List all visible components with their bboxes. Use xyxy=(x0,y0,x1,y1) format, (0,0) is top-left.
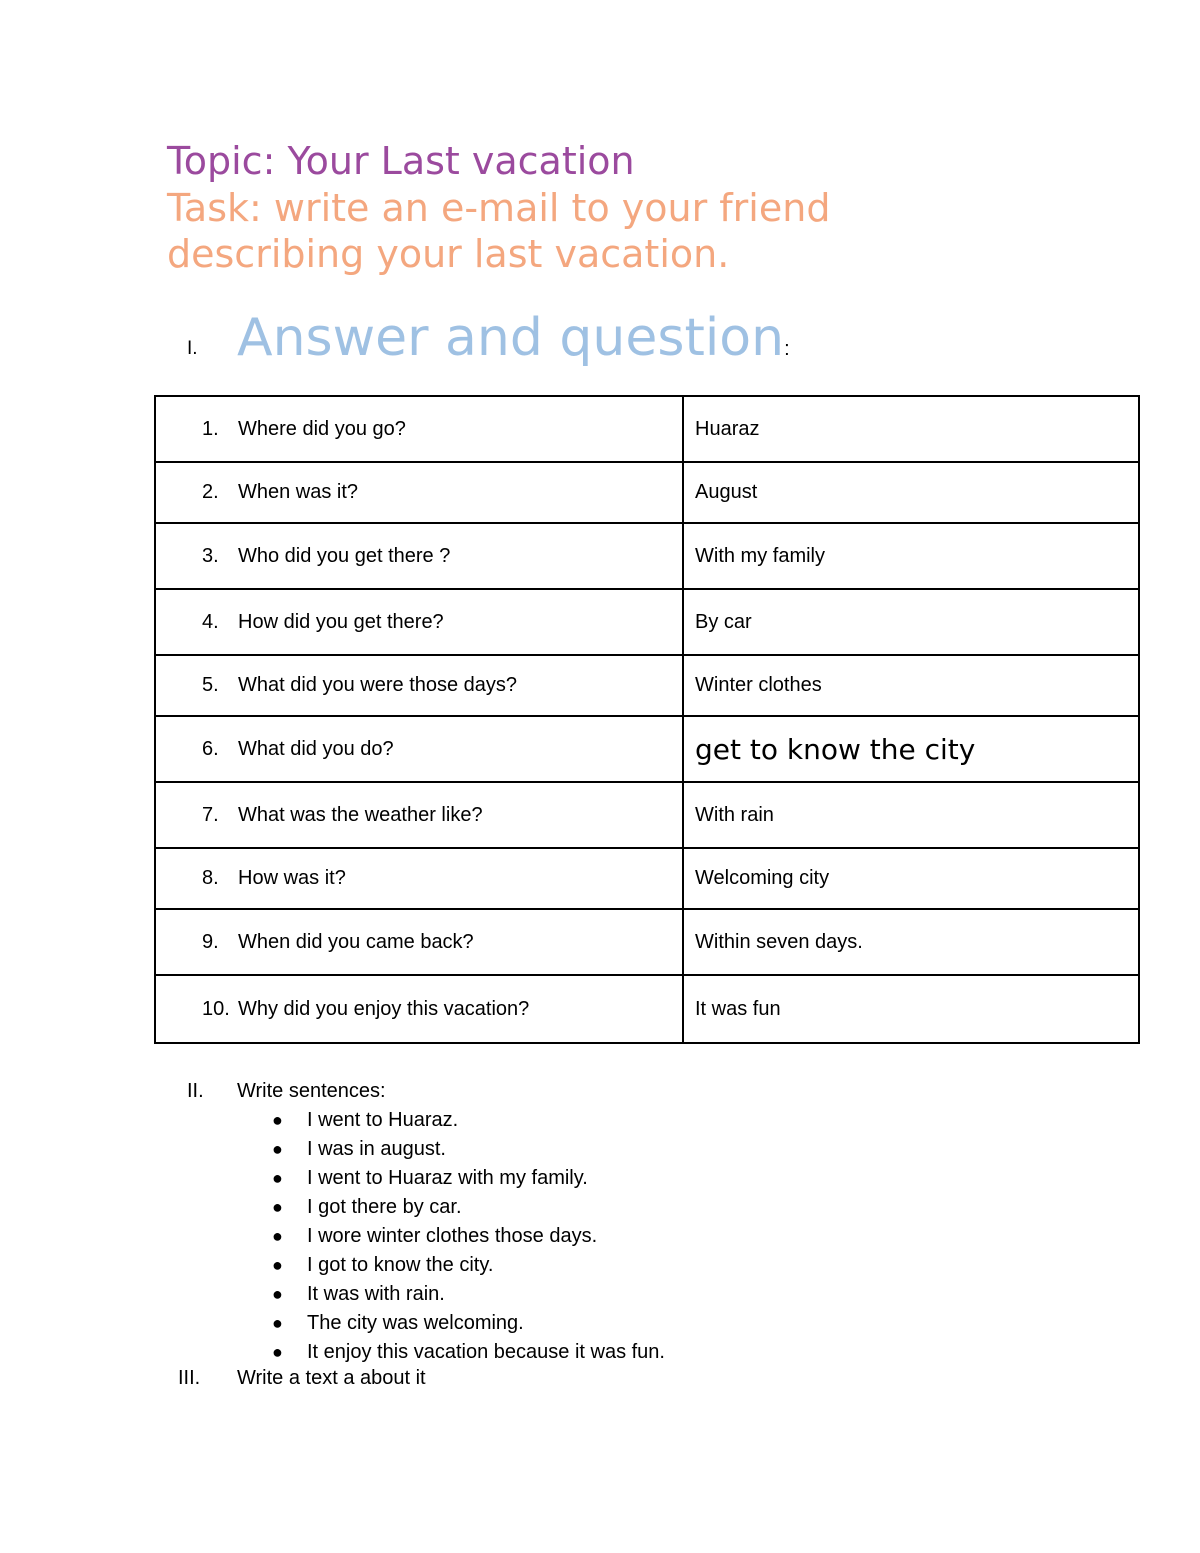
table-row xyxy=(155,716,1139,782)
bullet-icon: ● xyxy=(272,1342,283,1362)
answer-cell: With rain xyxy=(683,782,1139,848)
table-row xyxy=(155,523,1139,589)
table-row xyxy=(155,655,1139,716)
question-cell xyxy=(155,396,683,462)
list-item xyxy=(270,1135,665,1164)
list-item xyxy=(270,1251,665,1280)
question-text: When did you came back? xyxy=(238,930,474,953)
question-number: 10. xyxy=(202,997,230,1020)
question-answer-table xyxy=(154,395,1140,1044)
bullet-icon: ● xyxy=(272,1168,283,1188)
bullet-icon: ● xyxy=(272,1284,283,1304)
list-item xyxy=(270,1309,665,1338)
question-text: What was the weather like? xyxy=(238,803,483,826)
question-cell xyxy=(155,655,683,716)
answer-cell: It was fun xyxy=(683,975,1139,1043)
topic-title: Topic: Your Last vacation xyxy=(167,139,635,183)
list-item xyxy=(270,1280,665,1309)
question-number: 5. xyxy=(202,674,219,696)
table-row xyxy=(155,462,1139,523)
answer-cell: By car xyxy=(683,589,1139,655)
bullet-icon: ● xyxy=(272,1255,283,1275)
question-text: How did you get there? xyxy=(238,610,444,633)
table-row xyxy=(155,848,1139,909)
question-number: 8. xyxy=(202,867,219,889)
section-3-numeral: III. xyxy=(178,1367,201,1389)
question-text: What did you do? xyxy=(238,737,394,760)
answer-cell: Within seven days. xyxy=(683,909,1139,975)
question-number: 2. xyxy=(202,481,219,503)
sentence-text: I got there by car. xyxy=(307,1196,462,1218)
section-2-numeral: II. xyxy=(187,1080,204,1102)
task-line-2: describing your last vacation. xyxy=(167,232,730,276)
bullet-icon: ● xyxy=(272,1313,283,1333)
section-2-label: Write sentences: xyxy=(237,1080,386,1102)
task-description xyxy=(167,185,927,277)
sentence-text: I went to Huaraz. xyxy=(307,1109,459,1131)
question-cell xyxy=(155,909,683,975)
question-number: 1. xyxy=(202,417,219,440)
answer-cell: With my family xyxy=(683,523,1139,589)
question-text: When was it? xyxy=(238,481,359,503)
sentence-text: I went to Huaraz with my family. xyxy=(307,1167,588,1189)
list-item xyxy=(270,1106,665,1135)
table-row xyxy=(155,589,1139,655)
section-3-label: Write a text a about it xyxy=(237,1367,426,1389)
question-cell xyxy=(155,523,683,589)
bullet-icon: ● xyxy=(272,1139,283,1159)
question-text: Why did you enjoy this vacation? xyxy=(238,997,530,1020)
question-cell xyxy=(155,782,683,848)
section-1-title xyxy=(237,308,790,379)
bullet-icon: ● xyxy=(272,1197,283,1217)
sentence-list xyxy=(270,1106,665,1367)
question-cell xyxy=(155,462,683,523)
question-text: Where did you go? xyxy=(238,417,406,440)
sentence-text: I got to know the city. xyxy=(307,1254,494,1276)
sentence-text: The city was welcoming. xyxy=(307,1312,524,1334)
table-row xyxy=(155,975,1139,1043)
sentence-text: I was in august. xyxy=(307,1138,446,1160)
answer-cell: Winter clothes xyxy=(683,655,1139,716)
question-text: How was it? xyxy=(238,867,346,889)
question-number: 4. xyxy=(202,610,219,633)
question-number: 7. xyxy=(202,803,219,826)
question-number: 6. xyxy=(202,737,219,760)
question-number: 9. xyxy=(202,930,219,953)
question-text: Who did you get there ? xyxy=(238,544,451,567)
answer-cell: get to know the city xyxy=(683,716,1139,782)
list-item xyxy=(270,1338,665,1367)
section-1-numeral: I. xyxy=(187,338,198,359)
table-row xyxy=(155,782,1139,848)
sentence-text: It enjoy this vacation because it was fun. xyxy=(307,1341,665,1363)
answer-cell: August xyxy=(683,462,1139,523)
list-item xyxy=(270,1164,665,1193)
section-1-title-text: Answer and question xyxy=(237,308,785,368)
sentence-text: It was with rain. xyxy=(307,1283,445,1305)
question-cell xyxy=(155,716,683,782)
bullet-icon: ● xyxy=(272,1226,283,1246)
task-line-1: Task: write an e-mail to your friend xyxy=(167,186,831,230)
bullet-icon: ● xyxy=(272,1110,283,1130)
question-cell xyxy=(155,848,683,909)
answer-cell: Welcoming city xyxy=(683,848,1139,909)
table-row xyxy=(155,396,1139,462)
list-item xyxy=(270,1193,665,1222)
table-row xyxy=(155,909,1139,975)
question-cell xyxy=(155,975,683,1043)
sentence-text: I wore winter clothes those days. xyxy=(307,1225,598,1247)
list-item xyxy=(270,1222,665,1251)
question-number: 3. xyxy=(202,544,219,567)
question-cell xyxy=(155,589,683,655)
question-text: What did you were those days? xyxy=(238,674,518,696)
answer-cell: Huaraz xyxy=(683,396,1139,462)
section-1-colon: : xyxy=(784,338,790,360)
